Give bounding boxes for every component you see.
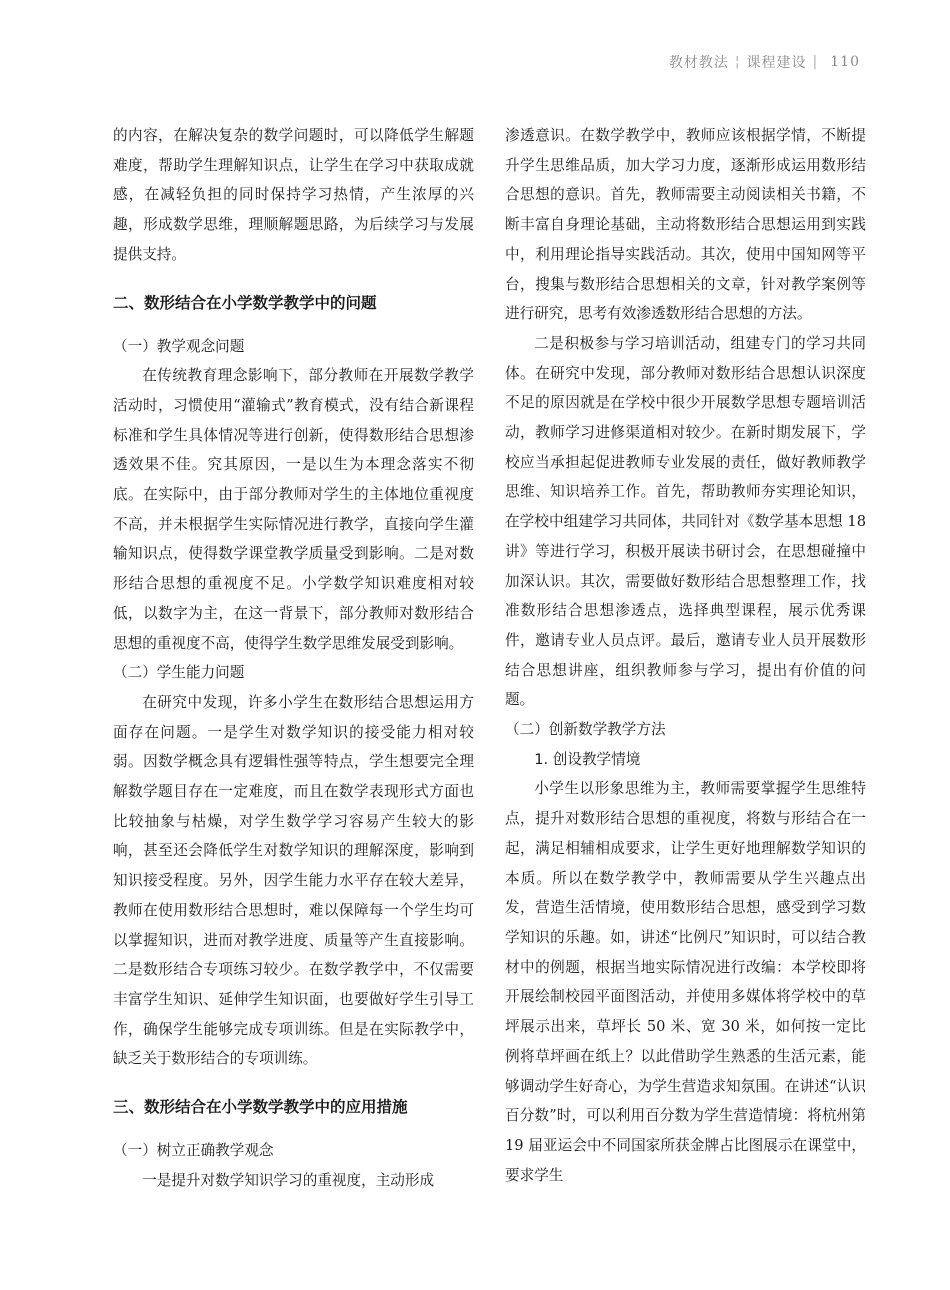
paragraph: 二是积极参与学习培训活动，组建专门的学习共同体。在研究中发现，部分教师对数形结合思想认识深度不足的原因就是在学校中很少开展数学思想专题培训活动，教师学习进修渠道相对较少。在新时期发展下，学校应当承担起促进教师专业发展的责任，做好教师教学思维、知识培养工作。首先，帮助教师夯实理论知识，在学校中组建学习共同体，共同针对《数学基本思想 18 讲》等进行学习，积极开展读书研讨会，在思想碰撞中加深认识。其次，需要做好数形结合思想整理工作，找准数形结合思想渗透点，选择典型课程，展示优秀课件，邀请专业人员点评。最后，邀请专业人员开展数形结合思想讲座，组织教师参与学习，提出有价值的问题。 [505,334,866,709]
right-column [505,121,866,1190]
subsubsection-heading: 1. 创设教学情境 [534,750,641,768]
page-number: 110 [830,54,860,70]
header-subsection: 课程建设 [746,55,807,71]
paragraph: 小学生以形象思维为主，教师需要掌握学生思维特点，提升对数形结合思想的重视度，将数与形结合在一起，满足相辅相成要求，让学生更好地理解数学知识的本质。所以在数学教学中，教师需要从学生兴趣点出发，营造生活情境，使用数形结合思想，感受到学习数学知识的乐趣。如，讲述“比例尺”知识时，可以结合教材中的例题，根据当地实际情况进行改编：本学校即将开展绘制校园平面图活动，并使用多媒体将学校中的草坪展示出来，草坪长 50 米、宽 30 米，如何按一定比例将草坪画在纸上？以此借助学生熟悉的生活元素，能够调动学生好奇心，为学生营造求知氛围。在讲述“认识百分数”时，可以利用百分数为学生营造情境：将杭州第 19 届亚运会中不同国家所获金牌占比图展示在课堂中，要求学生 [505,780,866,1184]
paragraph: 的内容，在解决复杂的数学问题时，可以降低学生解题难度，帮助学生理解知识点，让学生在学习中获取成就感，在减轻负担的同时保持学习热情，产生浓厚的兴趣，形成数学思维，理顺解题思路，为后续学习与发展提供支持。 [113,127,474,263]
header-section: 教材教法 [668,55,729,71]
paragraph: 渗透意识。在数学教学中，教师应该根据学情，不断提升学生思维品质，加大学习力度，逐渐形成运用数形结合思想的意识。首先，教师需要主动阅读相关书籍，不断丰富自身理论基础，主动将数形结合思想运用到实践中，利用理论指导实践活动。其次，使用中国知网等平台，搜集与数形结合思想相关的文章，针对教学案例等进行研究，思考有效渗透数形结合思想的方法。 [505,127,866,323]
paragraph: 在传统教育理念影响下，部分教师在开展数学教学活动时，习惯使用“灌输式”教育模式，没有结合新课程标准和学生具体情况等进行创新，使得数形结合思想渗透效果不佳。究其原因，一是以生为本理念落实不彻底。在实际中，由于部分教师对学生的主体地位重视度不高，并未根据学生实际情况进行教学，直接向学生灌输知识点，使得数学课堂教学质量受到影响。二是对数形结合思想的重视度不足。小学数学知识难度相对较低，以数字为主，在这一背景下，部分教师对数形结合思想的重视度不高，使得学生数学思维发展受到影响。 [113,367,474,652]
subsection-heading: （一）树立正确教学观念 [113,1142,274,1160]
section-heading: 二、数形结合在小学数学教学中的问题 [113,293,377,312]
section-heading: 三、数形结合在小学数学教学中的应用措施 [113,1098,408,1117]
subsection-heading: （二）创新数学教学方法 [505,721,666,739]
running-header [669,52,860,72]
paragraph: 在研究中发现，许多小学生在数形结合思想运用方面存在问题。一是学生对数学知识的接受能力相对较弱。因数学概念具有逻辑性强等特点，学生想要完全理解数学题目存在一定难度，而且在数学表现形式方面也比较抽象与枯燥，对学生数学学习容易产生较大的影响，甚至还会降低学生对数学知识的理解深度，影响到知识接受程度。另外，因学生能力水平存在较大差异，教师在使用数形结合思想时，难以保障每一个学生均可以掌握知识，进而对教学进度、质量等产生直接影响。二是数形结合专项练习较少。在数学教学中，不仅需要丰富学生知识、延伸学生知识面，也要做好学生引导工作，确保学生能够完成专项训练。但是在实际教学中，缺乏关于数形结合的专项训练。 [113,693,474,1068]
subsection-heading: （二）学生能力问题 [113,664,245,682]
left-column [113,121,474,1196]
header-separator: | [812,54,819,70]
subsection-heading: （一）教学观念问题 [113,337,245,355]
header-separator: ¦ [734,54,741,70]
paragraph: 一是提升对数学知识学习的重视度，主动形成 [142,1171,435,1189]
